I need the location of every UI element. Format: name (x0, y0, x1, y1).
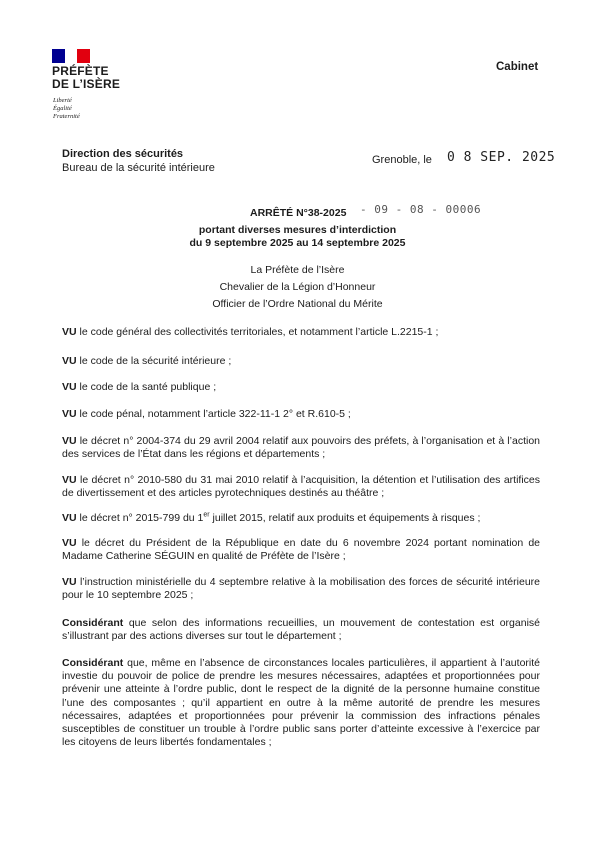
subject-line1: portant diverses mesures d’interdiction (198, 224, 397, 236)
handwritten-number: - 09 - 08 - 00006 (360, 203, 482, 216)
direction-label: Direction des sécurités (62, 148, 184, 160)
visa-item: VU le décret n° 2015-799 du 1er juillet 2015, relatif aux produits et équipements à risques ; (62, 511, 481, 524)
authority-line3: Officier de l’Ordre National du Mérite (212, 298, 383, 310)
place-label: Grenoble, le (372, 154, 432, 166)
motto-fraternite: Fraternité (53, 113, 80, 120)
considerant-item: Considérant que selon des informations recueillies, un mouvement de contestation est organisé s’illustrant par des actions diverses sur tout le département ; (62, 617, 540, 643)
visa-item: VU le décret n° 2010-580 du 31 mai 2010 relatif à l’acquisition, la détention et l’utilisation des artifices de divertissement et des articles pyrotechniques destinés au théâtre ; (62, 474, 540, 500)
authority-line2: Chevalier de la Légion d’Honneur (219, 281, 376, 293)
visa-item: VU le code de la santé publique ; (62, 381, 217, 393)
cabinet-label: Cabinet (496, 61, 539, 73)
org-name-line2: DE L’ISÈRE (52, 77, 121, 91)
motto-egalite: Égalité (53, 105, 72, 112)
date-stamp: 0 8 SEP. 2025 (447, 150, 556, 165)
visa-item: VU le décret du Président de la République en date du 6 novembre 2024 portant nomination de Madame Catherine SÉGUIN en qualité de Préfète de l’Isère ; (62, 537, 540, 563)
motto-liberte: Liberté (53, 97, 72, 104)
visa-item: VU le décret n° 2004-374 du 29 avril 2004 relatif aux pouvoirs des préfets, à l’organisation et à l’action des services de l’État dans les régions et départements ; (62, 435, 540, 461)
visa-item: VU l’instruction ministérielle du 4 septembre relative à la mobilisation des forces de sécurité intérieure pour le 10 septembre 2025 ; (62, 576, 540, 602)
bureau-label: Bureau de la sécurité intérieure (62, 162, 215, 174)
visa-item: VU le code pénal, notamment l’article 322-11-1 2° et R.610-5 ; (62, 408, 351, 420)
marianne-flag-logo (52, 49, 90, 63)
visa-item: VU le code général des collectivités territoriales, et notamment l’article L.2215-1 ; (62, 326, 439, 338)
org-name-line1: PRÉFÈTE (52, 64, 109, 78)
authority-line1: La Préfète de l’Isère (250, 264, 345, 276)
arrete-number: ARRÊTÉ N°38-2025 (250, 207, 347, 219)
considerant-item: Considérant que, même en l’absence de circonstances locales particulières, il appartient à l’autorité investie du pouvoir de police de prendre les mesures nécessaires, adaptées et proportionnées pour prévenir une atteinte à l’ordre public, dont le respect de la dignité de la personne humaine constitue l’une des composantes ; qu’il appartient en outre à la même autorité de prendre les mesures nécessaires, adaptées et proportionnées pour prévenir la commission des infractions pénales susceptibles de constituer un trouble à l’ordre public sans porter d’atteinte excessive à l’exercice par les citoyens de leurs libertés fondamentales ; (62, 657, 540, 749)
subject-line2: du 9 septembre 2025 au 14 septembre 2025 (189, 237, 406, 249)
visa-item: VU le code de la sécurité intérieure ; (62, 355, 232, 367)
